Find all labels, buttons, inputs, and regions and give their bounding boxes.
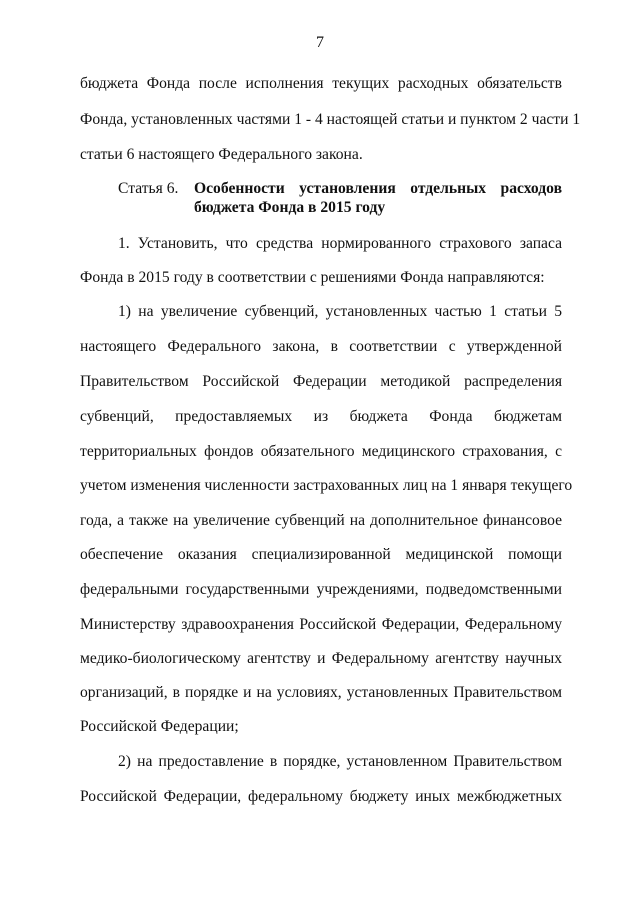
text-line: Министерству здравоохранения Российской Федерации, Федеральному [80,616,562,633]
text-line: федеральными государственными учреждениями, подведомственными [80,581,562,598]
text-line: 1. Установить, что средства нормированного страхового запаса [118,235,562,252]
text-line: Правительством Российской Федерации методикой распределения [80,373,562,390]
page-number: 7 [316,34,324,51]
text-line: медико-биологическому агентству и Федеральному агентству научных [80,650,562,667]
text-line: статьи 6 настоящего Федерального закона. [80,146,363,163]
text-line: Российской Федерации, федеральному бюджету иных межбюджетных [80,788,562,805]
article-title-line-1: Особенности установления отдельных расходов [194,180,562,197]
article-label: Статья 6. [118,180,179,197]
text-line: года, а также на увеличение субвенций на дополнительное финансовое [80,512,562,529]
text-line: субвенций, предоставляемых из бюджета Фонда бюджетам [80,408,562,425]
text-line: Российской Федерации; [80,718,239,735]
text-line: учетом изменения численности застрахованных лиц на 1 января текущего [80,477,573,494]
text-line: настоящего Федерального закона, в соответствии с утвержденной [80,338,562,355]
text-line: обеспечение оказания специализированной медицинской помощи [80,546,562,563]
text-line: Фонда в 2015 году в соответствии с решениями Фонда направляются: [80,269,545,286]
article-title-line-2: бюджета Фонда в 2015 году [194,199,386,216]
text-line: 2) на предоставление в порядке, установленном Правительством [118,753,562,770]
text-line: Фонда, установленных частями 1 - 4 настоящей статьи и пунктом 2 части 1 [80,111,581,128]
text-line: территориальных фондов обязательного медицинского страхования, с [80,443,562,460]
text-line: организаций, в порядке и на условиях, установленных Правительством [80,684,562,701]
text-line: 1) на увеличение субвенций, установленных частью 1 статьи 5 [118,303,562,320]
text-line: бюджета Фонда после исполнения текущих расходных обязательств [80,75,562,92]
